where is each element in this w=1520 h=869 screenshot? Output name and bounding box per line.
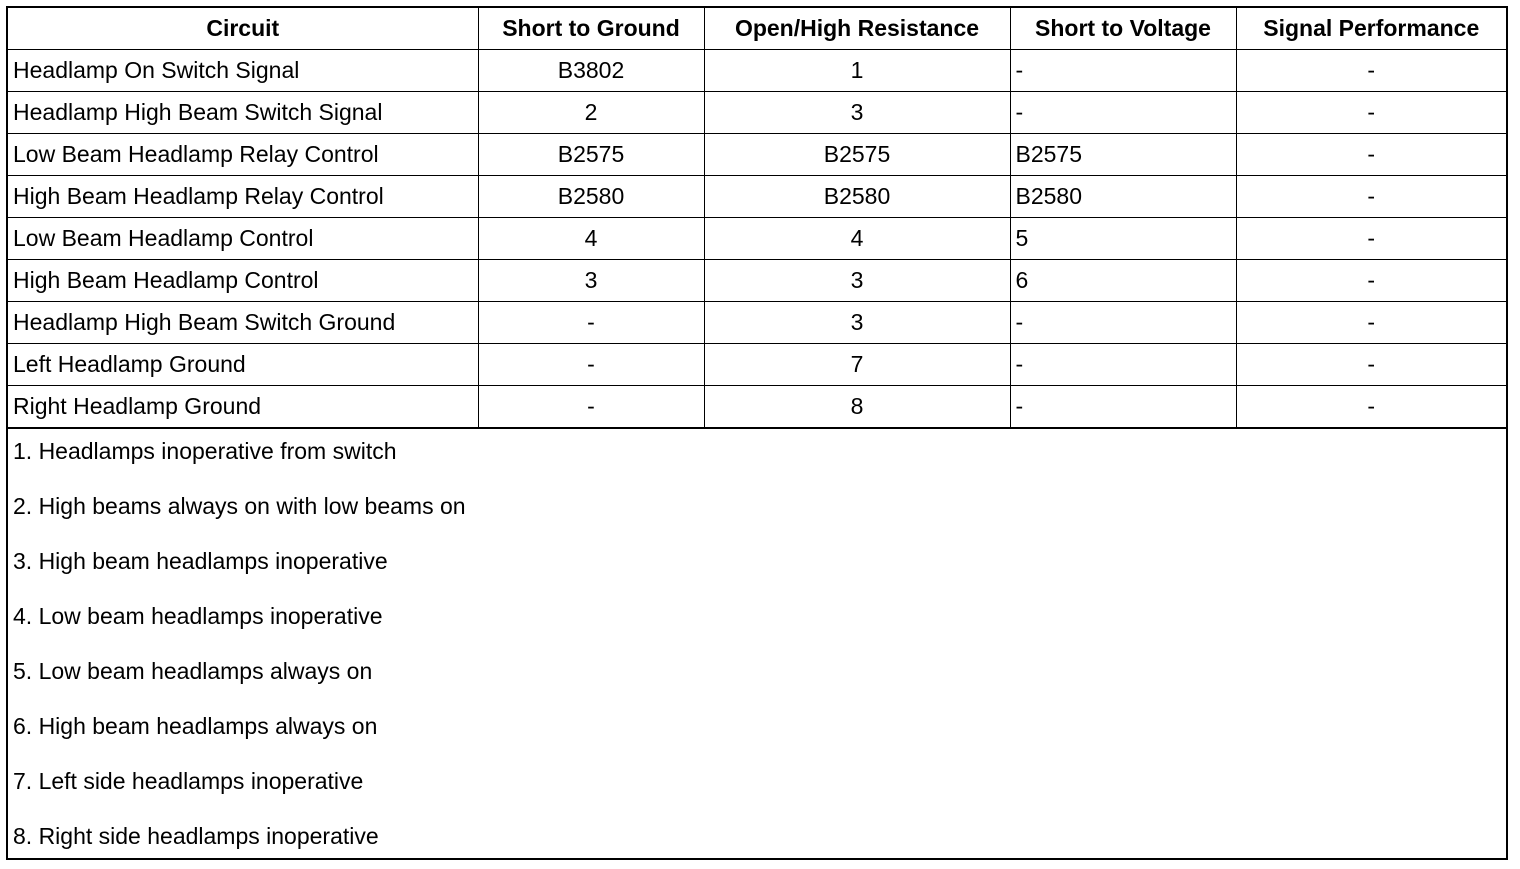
circuit-cell: Low Beam Headlamp Relay Control	[8, 134, 478, 176]
header-short-to-ground: Short to Ground	[478, 8, 704, 50]
short-to-ground-cell: 2	[478, 92, 704, 134]
footnote: 7. Left side headlamps inoperative	[13, 768, 364, 794]
open-high-resistance-cell: 4	[704, 218, 1010, 260]
short-to-ground-cell: -	[478, 302, 704, 344]
open-high-resistance-cell: 3	[704, 92, 1010, 134]
short-to-voltage-cell: -	[1010, 50, 1236, 92]
short-to-ground-cell: B2580	[478, 176, 704, 218]
short-to-voltage-cell: B2575	[1010, 134, 1236, 176]
footnotes	[8, 429, 1506, 869]
short-to-voltage-cell: -	[1010, 386, 1236, 429]
table-row	[8, 386, 1506, 429]
circuit-cell: High Beam Headlamp Control	[8, 260, 478, 302]
table-row	[8, 218, 1506, 260]
signal-performance-cell: -	[1236, 386, 1506, 429]
table-row	[8, 176, 1506, 218]
open-high-resistance-cell: B2580	[704, 176, 1010, 218]
table-row	[8, 134, 1506, 176]
signal-performance-cell: -	[1236, 344, 1506, 386]
circuit-cell: Headlamp High Beam Switch Ground	[8, 302, 478, 344]
open-high-resistance-cell: 3	[704, 260, 1010, 302]
short-to-ground-cell: 3	[478, 260, 704, 302]
short-to-voltage-cell: B2580	[1010, 176, 1236, 218]
footnote: 4. Low beam headlamps inoperative	[13, 603, 383, 629]
circuit-cell: Headlamp On Switch Signal	[8, 50, 478, 92]
circuit-cell: Headlamp High Beam Switch Signal	[8, 92, 478, 134]
signal-performance-cell: -	[1236, 260, 1506, 302]
open-high-resistance-cell: 8	[704, 386, 1010, 429]
header-signal-performance: Signal Performance	[1236, 8, 1506, 50]
header-open-high-resistance: Open/High Resistance	[704, 8, 1010, 50]
table-header-row	[8, 8, 1506, 50]
signal-performance-cell: -	[1236, 92, 1506, 134]
short-to-voltage-cell: 5	[1010, 218, 1236, 260]
footnote: 5. Low beam headlamps always on	[13, 658, 373, 684]
short-to-voltage-cell: 6	[1010, 260, 1236, 302]
circuit-cell: High Beam Headlamp Relay Control	[8, 176, 478, 218]
open-high-resistance-cell: B2575	[704, 134, 1010, 176]
signal-performance-cell: -	[1236, 218, 1506, 260]
diagnostic-table-frame	[6, 6, 1508, 860]
footnote: 2. High beams always on with low beams on	[13, 493, 466, 519]
header-short-to-voltage: Short to Voltage	[1010, 8, 1236, 50]
short-to-ground-cell: 4	[478, 218, 704, 260]
signal-performance-cell: -	[1236, 134, 1506, 176]
short-to-voltage-cell: -	[1010, 92, 1236, 134]
circuit-cell: Low Beam Headlamp Control	[8, 218, 478, 260]
footnote: 6. High beam headlamps always on	[13, 713, 378, 739]
table-row	[8, 50, 1506, 92]
table-row	[8, 92, 1506, 134]
footnote: 3. High beam headlamps inoperative	[13, 548, 388, 574]
open-high-resistance-cell: 7	[704, 344, 1010, 386]
short-to-ground-cell: -	[478, 386, 704, 429]
short-to-ground-cell: B2575	[478, 134, 704, 176]
table-row	[8, 344, 1506, 386]
short-to-voltage-cell: -	[1010, 302, 1236, 344]
short-to-voltage-cell: -	[1010, 344, 1236, 386]
signal-performance-cell: -	[1236, 176, 1506, 218]
footnote: 8. Right side headlamps inoperative	[13, 823, 379, 849]
short-to-ground-cell: -	[478, 344, 704, 386]
table-row	[8, 260, 1506, 302]
signal-performance-cell: -	[1236, 302, 1506, 344]
table-row	[8, 302, 1506, 344]
footnote: 1. Headlamps inoperative from switch	[13, 438, 397, 464]
circuit-cell: Left Headlamp Ground	[8, 344, 478, 386]
signal-performance-cell: -	[1236, 50, 1506, 92]
header-circuit: Circuit	[8, 8, 478, 50]
circuit-cell: Right Headlamp Ground	[8, 386, 478, 429]
open-high-resistance-cell: 1	[704, 50, 1010, 92]
short-to-ground-cell: B3802	[478, 50, 704, 92]
circuit-diagnostic-table	[8, 8, 1506, 429]
open-high-resistance-cell: 3	[704, 302, 1010, 344]
